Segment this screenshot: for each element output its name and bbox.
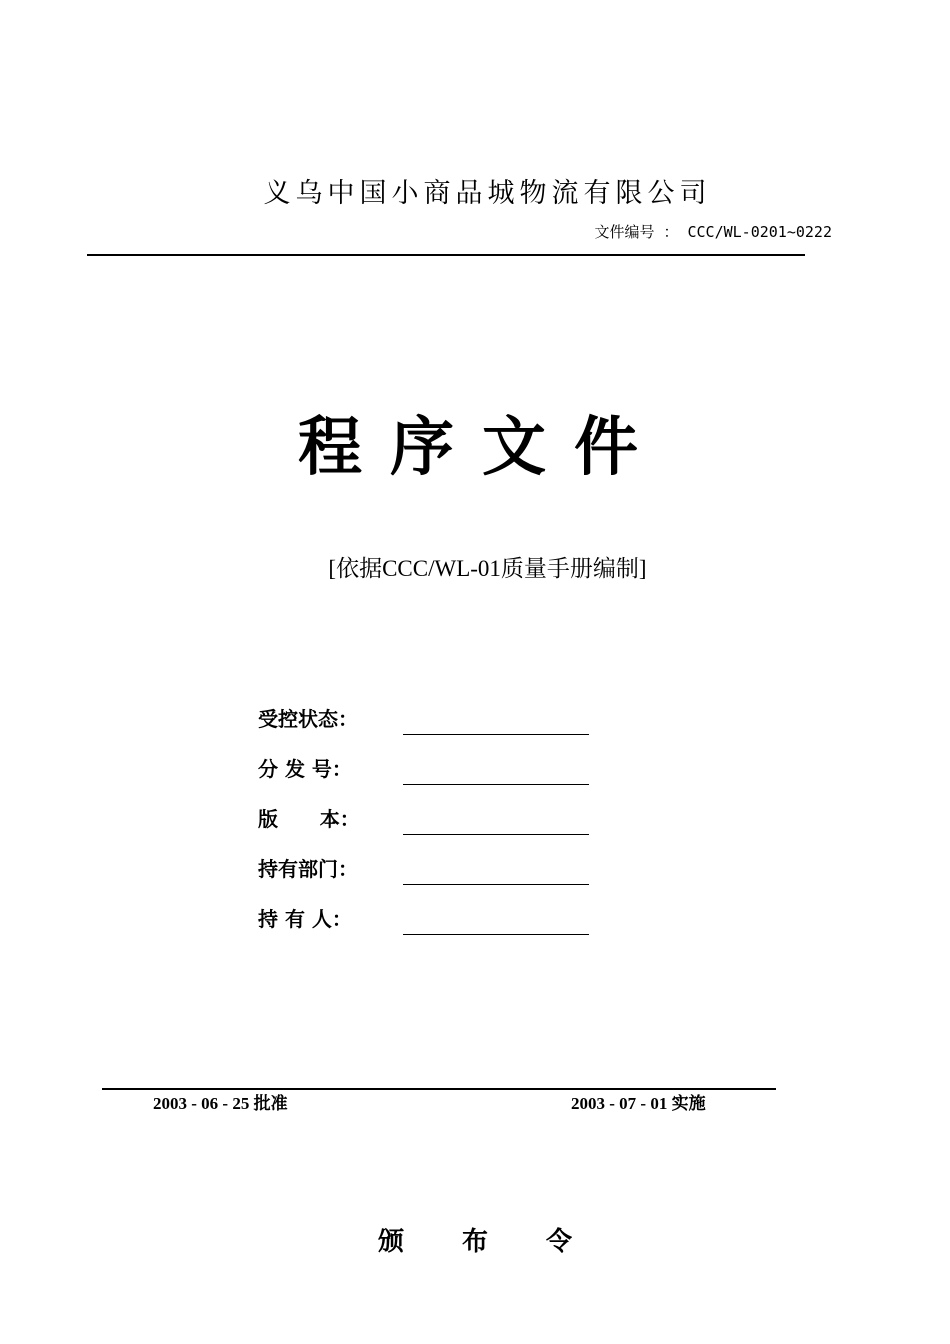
document-number: 文件编号 ： CCC/WL-0201~0222 — [594, 223, 832, 241]
field-control-status — [258, 700, 618, 750]
fill-in-line — [403, 834, 589, 835]
field-distribution-number — [258, 750, 618, 800]
decree-heading: 颁布令 — [377, 1227, 630, 1257]
company-name: 义乌中国小商品城物流有限公司 — [263, 178, 712, 209]
fill-in-line — [403, 734, 589, 735]
field-holder — [258, 900, 618, 950]
fill-in-line — [403, 934, 589, 935]
field-holding-department — [258, 850, 618, 900]
document-title: 程序文件 — [298, 411, 666, 485]
field-label: 持有部门： — [258, 857, 358, 881]
document-basis: [依据CCC/WL-01质量手册编制] — [328, 556, 647, 581]
approval-date: 2003 - 06 - 25 批准 — [153, 1094, 288, 1113]
fill-in-line — [403, 784, 589, 785]
control-fields — [258, 700, 618, 950]
implementation-date: 2003 - 07 - 01 实施 — [571, 1094, 706, 1113]
field-label: 版 本： — [258, 807, 360, 831]
field-label: 分 发 号： — [258, 757, 352, 781]
fill-in-line — [403, 884, 589, 885]
footer-divider — [102, 1088, 776, 1090]
header-divider — [87, 254, 805, 256]
field-label: 受控状态： — [258, 707, 358, 731]
field-label: 持 有 人： — [258, 907, 352, 931]
field-version — [258, 800, 618, 850]
